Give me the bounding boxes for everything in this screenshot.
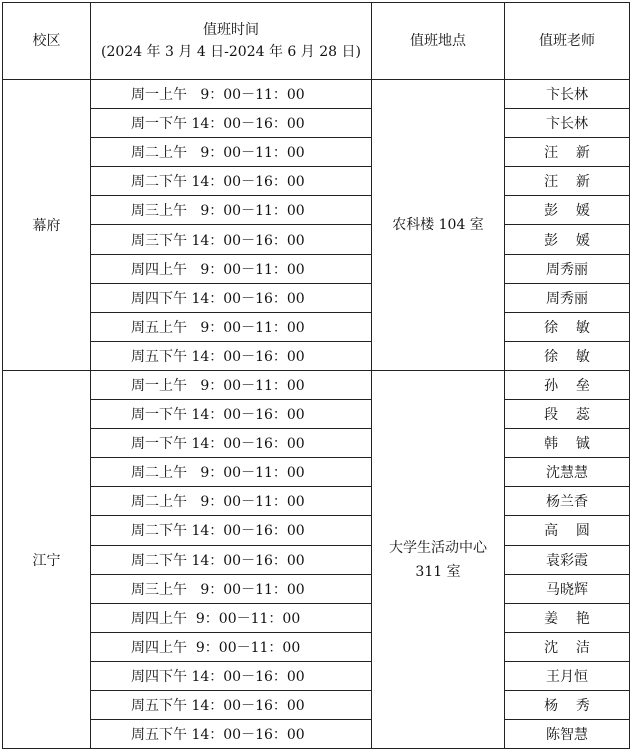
teacher-cell: 徐 敏 [505,341,630,370]
table-row [3,400,630,429]
table-row [3,516,630,545]
table-row [3,632,630,661]
duty-time-cell: 周三上午 9：00－11：00 [91,574,372,603]
table-row [3,603,630,632]
header-location: 值班地点 [372,3,505,80]
table-row [3,487,630,516]
teacher-cell: 韩 铖 [505,429,630,458]
duty-time-cell: 周二上午 9：00－11：00 [91,138,372,167]
header-time-label: 值班时间 [203,22,259,38]
teacher-cell: 周秀丽 [505,254,630,283]
table-row [3,341,630,370]
teacher-cell: 汪 新 [505,167,630,196]
table-row [3,80,630,109]
duty-time-cell: 周五下午 14：00－16：00 [91,720,372,749]
header-time [91,3,372,80]
duty-time-cell: 周四上午 9：00－11：00 [91,254,372,283]
table-row [3,196,630,225]
teacher-cell: 王月恒 [505,661,630,690]
table-row [3,574,630,603]
teacher-cell: 袁彩霞 [505,545,630,574]
table-row [3,720,630,749]
table-row [3,283,630,312]
duty-time-cell: 周一下午 14：00－16：00 [91,400,372,429]
location-cell [372,370,505,748]
duty-time-cell: 周五下午 14：00－16：00 [91,690,372,719]
duty-time-cell: 周二上午 9：00－11：00 [91,487,372,516]
table-row [3,225,630,254]
duty-time-cell: 周五上午 9：00－11：00 [91,312,372,341]
duty-time-cell: 周一上午 9：00－11：00 [91,80,372,109]
table-row [3,254,630,283]
duty-time-cell: 周二下午 14：00－16：00 [91,545,372,574]
location-line: 大学生活动中心 [389,539,487,556]
teacher-cell: 杨兰香 [505,487,630,516]
header-teacher: 值班老师 [505,3,630,80]
table-row [3,370,630,399]
table-row [3,138,630,167]
teacher-cell: 孙 垒 [505,370,630,399]
teacher-cell: 周秀丽 [505,283,630,312]
location-line: 311 室 [415,563,461,580]
teacher-cell: 卞长林 [505,109,630,138]
table-row [3,690,630,719]
campus-cell: 江宁 [3,370,91,748]
table-row [3,109,630,138]
duty-time-cell: 周二下午 14：00－16：00 [91,516,372,545]
location-line: 农科楼 104 室 [392,216,484,233]
duty-time-cell: 周一下午 14：00－16：00 [91,429,372,458]
teacher-cell: 沈 洁 [505,632,630,661]
duty-time-cell: 周二下午 14：00－16：00 [91,167,372,196]
table-row [3,545,630,574]
teacher-cell: 高 圆 [505,516,630,545]
table-row [3,167,630,196]
teacher-cell: 杨 秀 [505,690,630,719]
table-row [3,661,630,690]
campus-cell: 幕府 [3,80,91,371]
table-body [3,80,630,749]
duty-time-cell: 周一上午 9：00－11：00 [91,370,372,399]
teacher-cell: 汪 新 [505,138,630,167]
teacher-cell: 姜 艳 [505,603,630,632]
teacher-cell: 段 蕊 [505,400,630,429]
table-row [3,312,630,341]
teacher-cell: 马晓辉 [505,574,630,603]
teacher-cell: 沈慧慧 [505,458,630,487]
duty-table [2,2,630,749]
teacher-cell: 徐 敏 [505,312,630,341]
table-row [3,458,630,487]
duty-time-cell: 周三上午 9：00－11：00 [91,196,372,225]
teacher-cell: 彭 媛 [505,196,630,225]
header-row [3,3,630,80]
duty-time-cell: 周四上午 9：00－11：00 [91,632,372,661]
location-cell [372,80,505,371]
duty-time-cell: 周四上午 9：00－11：00 [91,603,372,632]
header-time-range: (2024 年 3 月 4 日-2024 年 6 月 28 日) [101,44,361,60]
duty-time-cell: 周三下午 14：00－16：00 [91,225,372,254]
teacher-cell: 陈智慧 [505,720,630,749]
duty-time-cell: 周一下午 14：00－16：00 [91,109,372,138]
duty-time-cell: 周二上午 9：00－11：00 [91,458,372,487]
duty-time-cell: 周四下午 14：00－16：00 [91,283,372,312]
teacher-cell: 彭 媛 [505,225,630,254]
duty-schedule [2,2,630,749]
duty-time-cell: 周四下午 14：00－16：00 [91,661,372,690]
header-campus: 校区 [3,3,91,80]
table-row [3,429,630,458]
teacher-cell: 卞长林 [505,80,630,109]
duty-time-cell: 周五下午 14：00－16：00 [91,341,372,370]
